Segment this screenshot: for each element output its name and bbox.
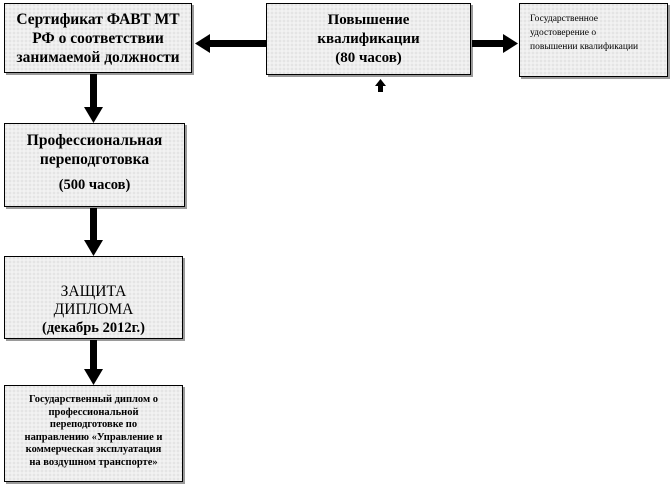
certificate-line-2: РФ о соответствии xyxy=(32,30,164,47)
retraining-line-2: переподготовка xyxy=(39,151,150,168)
qualification-box xyxy=(266,3,471,75)
state-diploma-line-2: профессиональной xyxy=(48,406,139,418)
arrow-diploma-defense-to-state-diploma xyxy=(84,340,103,385)
arrow-qualification-to-state-certificate xyxy=(472,34,518,53)
state-diploma-line-6: на воздушном транспорте» xyxy=(29,456,158,468)
certificate-box xyxy=(4,3,192,73)
qualification-certificate-line-1: Государственное xyxy=(530,14,598,24)
state-diploma-line-3: переподготовке по xyxy=(49,419,138,430)
diploma-defense-line-1: ЗАЩИТА xyxy=(60,283,127,300)
arrow-retraining-to-diploma-defense xyxy=(84,208,103,256)
diploma-defense-box xyxy=(4,256,183,339)
certificate-line-3: занимаемой должности xyxy=(16,49,180,66)
arrow-qualification-to-certificate xyxy=(195,34,266,53)
qualification-line-2: квалификации xyxy=(317,31,420,47)
retraining-box xyxy=(4,123,185,207)
state-diploma-line-4: направлению «Управление и xyxy=(24,431,163,443)
retraining-hours: (500 часов) xyxy=(58,177,131,193)
qualification-line-1: Повышение xyxy=(327,12,410,28)
qualification-certificate-box xyxy=(519,3,668,77)
arrow-up-small xyxy=(375,79,386,92)
qualification-hours: (80 часов) xyxy=(335,50,402,66)
diploma-defense-date: (декабрь 2012г.) xyxy=(42,320,145,336)
state-diploma-line-1: Государственный диплом о xyxy=(28,394,159,405)
diploma-defense-line-2: ДИПЛОМА xyxy=(53,301,134,318)
state-diploma-box xyxy=(4,385,183,482)
state-diploma-line-5: коммерческая эксплуатация xyxy=(25,444,162,455)
retraining-line-1: Профессиональная xyxy=(26,132,163,149)
arrow-certificate-to-retraining xyxy=(84,74,103,123)
qualification-certificate-line-3: повышении квалификации xyxy=(530,42,639,52)
certificate-line-1: Сертификат ФАВТ МТ xyxy=(16,11,180,28)
qualification-certificate-line-2: удостоверение о xyxy=(530,28,597,38)
